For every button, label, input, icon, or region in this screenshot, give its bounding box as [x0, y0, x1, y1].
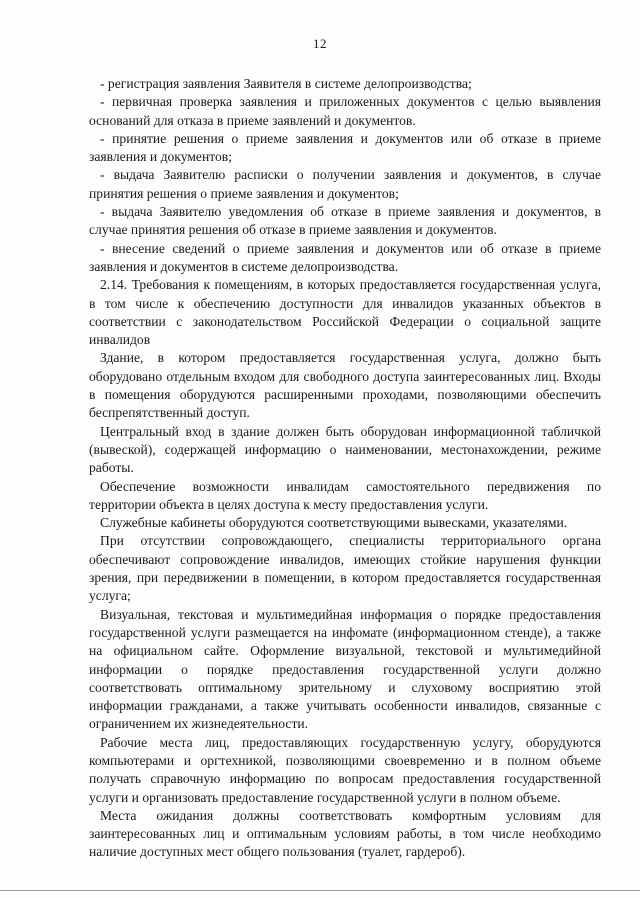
paragraph-escort: При отсутствии сопровождающего, специалисты территориального органа обеспечивают сопровождение инвалидов, имеющих стойкие нарушения функции зрения, при передвижении в помещении, в котором предоставляется государственная услуга;: [89, 533, 601, 604]
paragraph-mobility: Обеспечение возможности инвалидам самостоятельного передвижения по территории объекта в целях доступа к месту предоставления услуги.: [89, 478, 601, 512]
paragraph-waiting-areas: Места ожидания должны соответствовать комфортным условиям для заинтересованных лиц и оптимальным условиям работы, в том числе необходимо наличие доступных мест общего пользования (туалет, гардероб).: [89, 807, 601, 860]
section-heading-2-14: 2.14. Требования к помещениям, в которых предоставляется государственная услуга, в том числе к обеспечению доступности для инвалидов указанных объектов в соответствии с законодательством Российской Федерации о социальной защите инвалидов: [89, 277, 601, 348]
paragraph-visual-info: Визуальная, текстовая и мультимедийная информация о порядке предоставления государственной услуги размещается на инфомате (информационном стенде), а также на официальном сайте. Оформление визуальной, текстовой и мультимедийной информации о порядке предоставления государственной услуги должно соответствовать оптимальному зрительному и слуховому восприятию этой информации гражданами, а также учитывать особенности инвалидов, связанные с ограничением их жизнедеятельности.: [89, 606, 601, 732]
list-item-receipt: - выдача Заявителю расписки о получении заявления и документов, в случае принятия решения о приеме заявления и документов;: [89, 167, 601, 201]
document-body: [89, 75, 601, 862]
list-item-decision: - принятие решения о приеме заявления и документов или об отказе в приеме заявления и документов;: [89, 130, 601, 165]
list-item-registration: - регистрация заявления Заявителя в системе делопроизводства;: [100, 76, 472, 91]
paragraph-workplaces: Рабочие места лиц, предоставляющих государственную услугу, оборудуются компьютерами и оргтехникой, позволяющими своевременно и в полном объеме получать справочную информацию по вопросам предоставления государственной услуги и организовать предоставление государственной услуги в полном объеме.: [89, 734, 601, 805]
list-item-record-entry: - внесение сведений о приеме заявления и документов или об отказе в приеме заявления и документов в системе делопроизводства.: [89, 240, 601, 274]
bottom-scan-edge: [0, 890, 640, 891]
list-item-refusal-notice: - выдача Заявителю уведомления об отказе в приеме заявления и документов, в случае принятия решения об отказе в приеме заявления и документов.: [89, 204, 601, 238]
paragraph-building-entrance: Здание, в котором предоставляется государственная услуга, должно быть оборудовано отдельным входом для свободного доступа заинтересованных лиц. Входы в помещения оборудуются расширенными проходами, позволяющими обеспечить беспрепятственный доступ.: [89, 350, 601, 421]
paragraph-office-signs: Служебные кабинеты оборудуются соответствующими вывесками, указателями.: [100, 515, 568, 531]
paragraph-central-entrance: Центральный вход в здание должен быть оборудован информационной табличкой (вывеской), содержащей информацию о наименовании, местонахождении, режиме работы.: [89, 423, 601, 476]
page-number: 12: [313, 36, 327, 51]
list-item-initial-check: - первичная проверка заявления и приложенных документов с целью выявления оснований для отказа в приеме заявлений и документов.: [89, 94, 601, 128]
